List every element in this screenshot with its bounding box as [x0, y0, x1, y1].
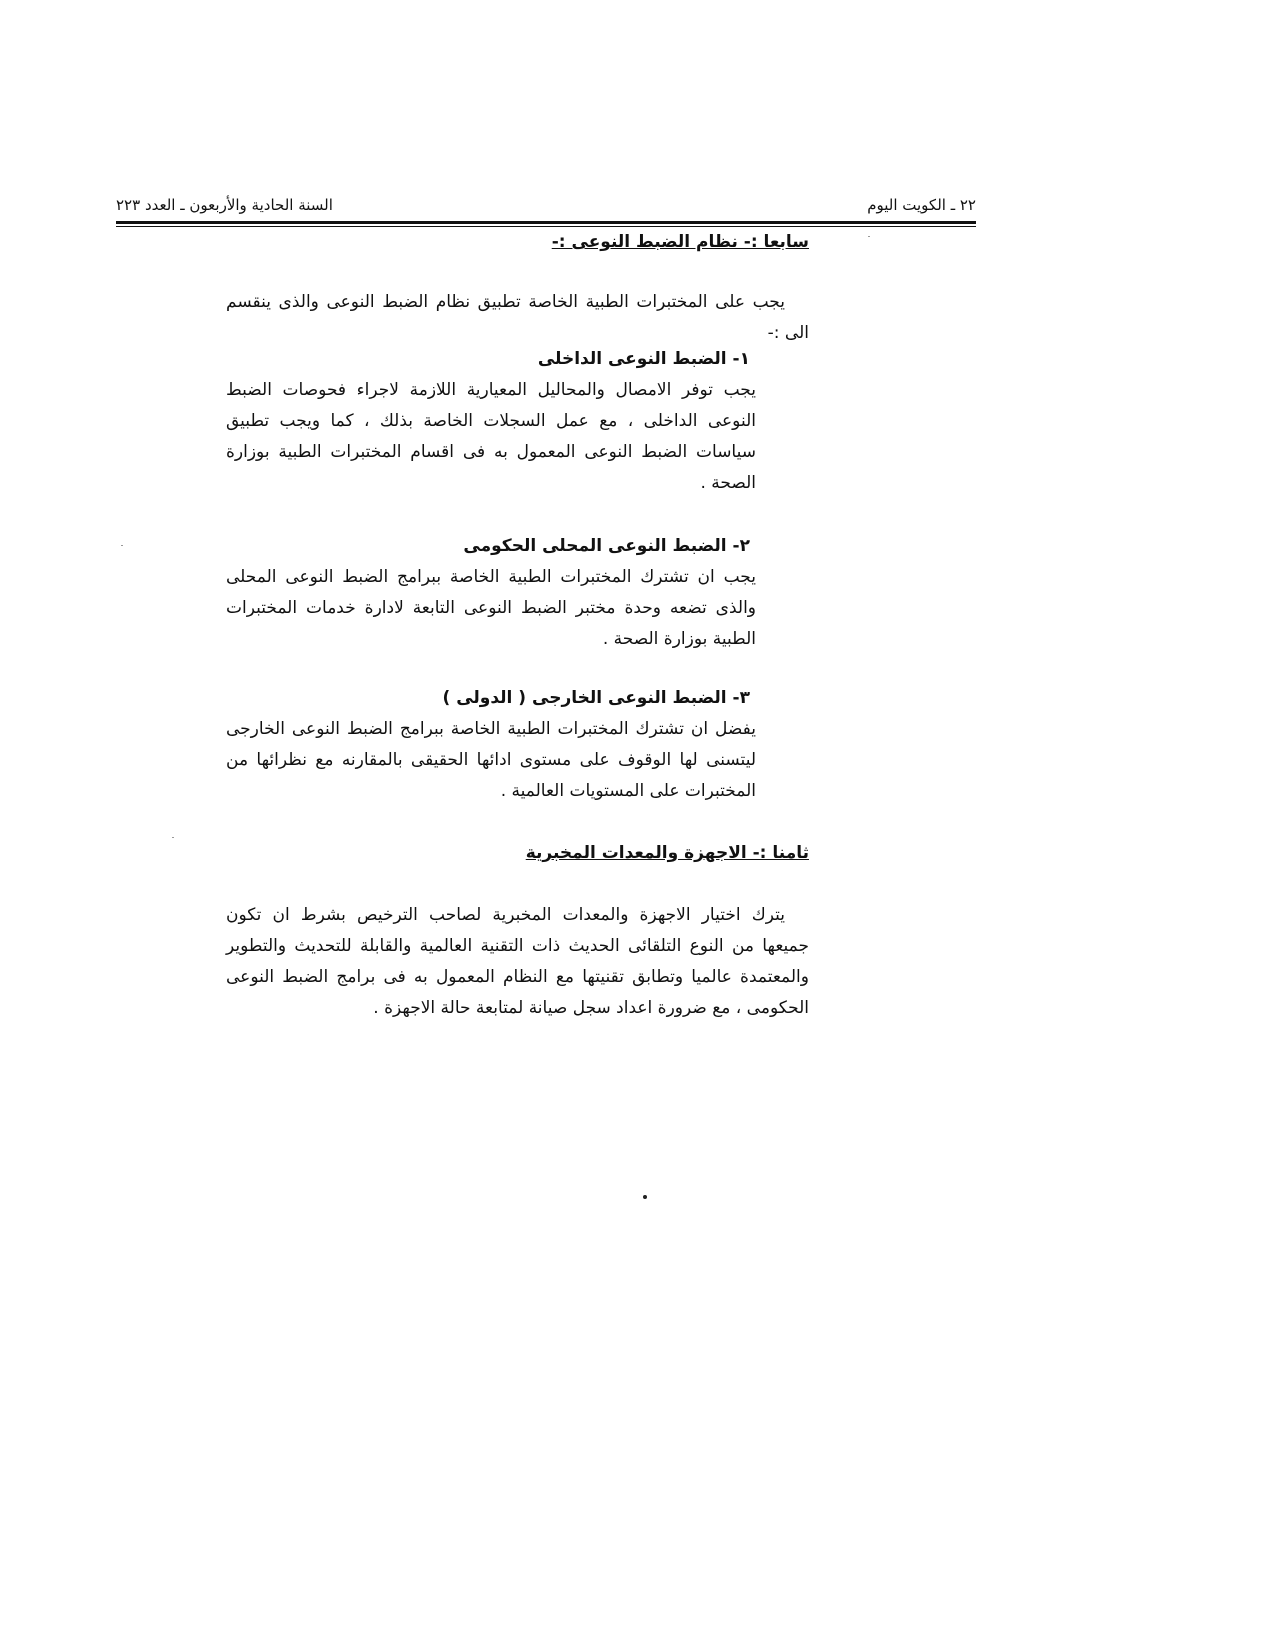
- running-header: [116, 196, 976, 220]
- section-7-heading: سابعا :- نظام الضبط النوعى :-: [551, 232, 809, 252]
- header-rule-thin: [116, 226, 976, 227]
- section-8-heading: ثامنا :- الاجهزة والمعدات المخبرية: [525, 843, 809, 863]
- header-year-issue: السنة الحادية والأربعون ـ العدد ٢٢٣: [116, 196, 333, 214]
- scan-speck: [172, 837, 174, 838]
- section-8-body: يترك اختيار الاجهزة والمعدات المخبرية لصاحب الترخيص بشرط ان تكون جميعها من النوع التلقائى الحديث ذات التقنية العالمية والقابلة للتحديث والتطوير والمعتمدة عالميا وتطابق تقنيتها مع النظام المعمول به فى برامج الضبط النوعى الحكومى ، مع ضرورة اعداد سجل صيانة لمتابعة حالة الاجهزة .: [226, 905, 809, 1018]
- scan-speck: [868, 236, 870, 237]
- header-rule-thick: [116, 221, 976, 224]
- stray-dot: [643, 1195, 647, 1199]
- section-7-intro: يجب على المختبرات الطبية الخاصة تطبيق نظام الضبط النوعى والذى ينقسم الى :-: [226, 292, 809, 343]
- item-1-title: ١- الضبط النوعى الداخلى: [537, 349, 750, 369]
- item-2-body: يجب ان تشترك المختبرات الطبية الخاصة ببرامج الضبط النوعى المحلى والذى تضعه وحدة مختبر الضبط النوعى التابعة لادارة خدمات المختبرات الطبية بوزارة الصحة .: [226, 567, 756, 649]
- item-1-body: يجب توفر الامصال والمحاليل المعيارية اللازمة لاجراء فحوصات الضبط النوعى الداخلى ، مع عمل السجلات الخاصة بذلك ، كما ويجب تطبيق سياسات الضبط النوعى المعمول به فى اقسام المختبرات الطبية بوزارة الصحة .: [226, 380, 756, 493]
- item-2-title: ٢- الضبط النوعى المحلى الحكومى: [463, 536, 750, 556]
- item-3-title: ٣- الضبط النوعى الخارجى ( الدولى ): [442, 688, 750, 708]
- scan-speck: [121, 545, 123, 546]
- item-3-body: يفضل ان تشترك المختبرات الطبية الخاصة ببرامج الضبط النوعى الخارجى ليتسنى لها الوقوف على مستوى ادائها الحقيقى بالمقارنه مع نظرائها من المختبرات على المستويات العالمية .: [226, 719, 756, 801]
- header-page-title: ٢٢ ـ الكويت اليوم: [867, 196, 976, 214]
